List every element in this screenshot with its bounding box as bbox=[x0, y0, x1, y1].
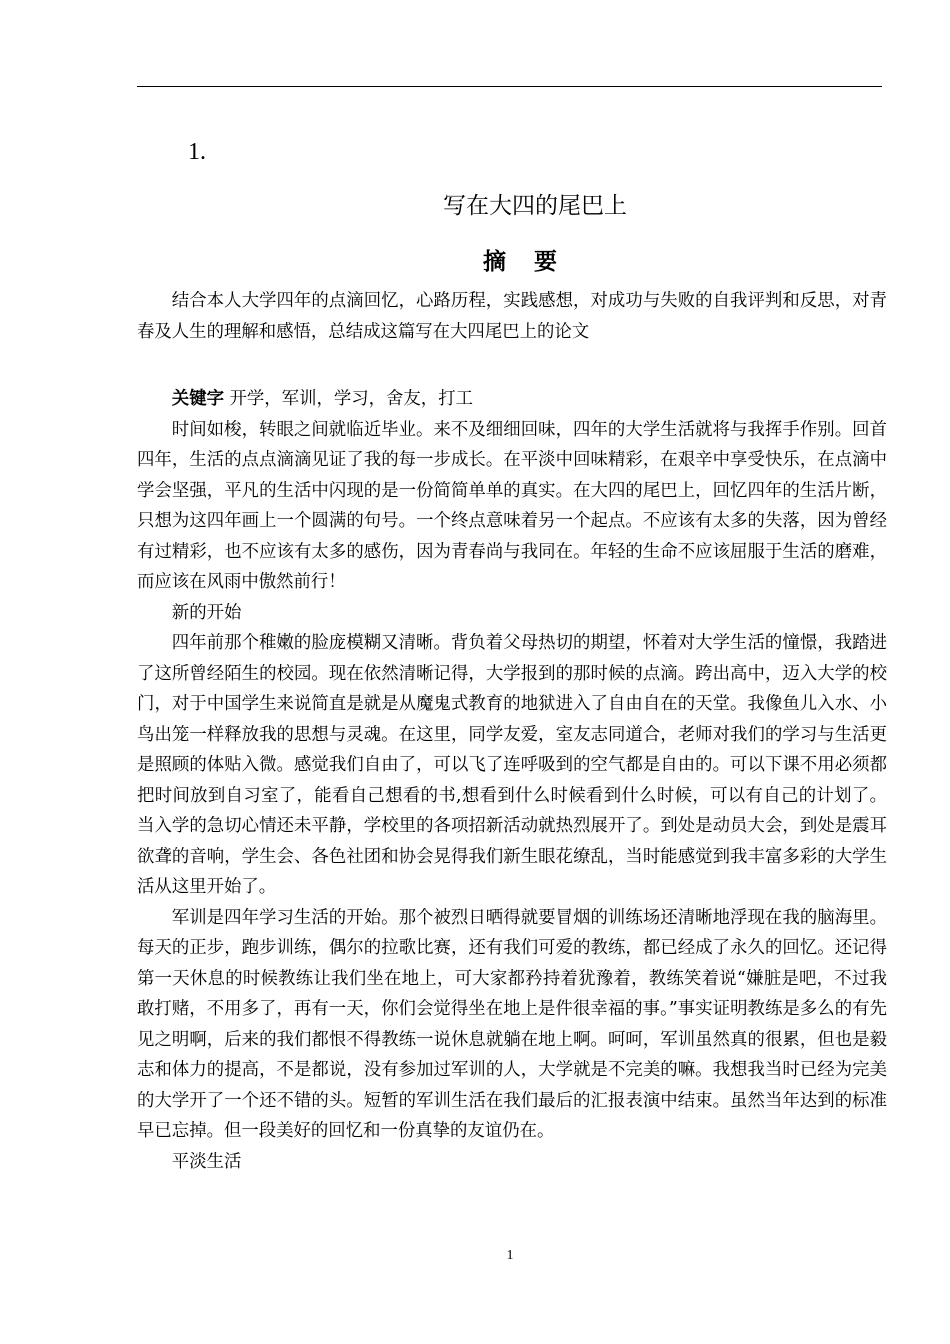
section-number: 1. bbox=[188, 139, 206, 165]
keywords-label: 关键字 bbox=[171, 389, 224, 409]
document-body bbox=[137, 286, 887, 1177]
header-rule bbox=[137, 86, 882, 87]
body-paragraph-2: 四年前那个稚嫩的脸庞模糊又清晰。背负着父母热切的期望，怀着对大学生活的憧憬，我踏进了这所曾经陌生的校园。现在依然清晰记得，大学报到的那时候的点滴。跨出高中，迈入大学的校门，对于中国学生来说简直是就是从魔鬼式教育的地狱进入了自由自在的天堂。我像鱼儿入水、小鸟出笼一样释放我的思想与灵魂。在这里，同学友爱，室友志同道合，老师对我们的学习与生活更是照顾的体贴入微。感觉我们自由了，可以飞了连呼吸到的空气都是自由的。可以下课不用必须都把时间放到自习室了，能看自己想看的书,想看到什么时候看到什么时候，可以有自己的计划了。当入学的急切心情还未平静，学校里的各项招新活动就热烈展开了。到处是动员大会，到处是震耳欲聋的音响，学生会、各色社团和协会晃得我们新生眼花缭乱，当时能感觉到我丰富多彩的大学生活从这里开始了。 bbox=[137, 633, 887, 897]
spacer bbox=[137, 347, 887, 384]
page-number: 1 bbox=[506, 1248, 514, 1263]
abstract-heading: 摘 要 bbox=[482, 248, 567, 275]
abstract-paragraph: 结合本人大学四年的点滴回忆，心路历程，实践感想，对成功与失败的自我评判和反思，对青春及人生的理解和感悟，总结成这篇写在大四尾巴上的论文 bbox=[137, 291, 887, 342]
keywords-line bbox=[137, 384, 887, 415]
body-paragraph-3: 军训是四年学习生活的开始。那个被烈日晒得就要冒烟的训练场还清晰地浮现在我的脑海里。每天的正步，跑步训练，偶尔的拉歌比赛，还有我们可爱的教练，都已经成了永久的回忆。还记得第一天休息的时候教练让我们坐在地上，可大家都矜持着犹豫着，教练笑着说“嫌脏是吧，不过我敢打赌，不用多了，再有一天，你们会觉得坐在地上是件很幸福的事。”事实证明教练是多么的有先见之明啊，后来的我们都恨不得教练一说休息就躺在地上啊。呵呵，军训虽然真的很累，但也是毅志和体力的提高，不是都说，没有参加过军训的人，大学就是不完美的嘛。我想我当时已经为完美的大学开了一个还不错的头。短暂的军训生活在我们最后的汇报表演中结束。虽然当年达到的标准早已忘掉。但一段美好的回忆和一份真挚的友谊仍在。 bbox=[137, 907, 887, 1141]
section-heading-new-start: 新的开始 bbox=[171, 602, 242, 623]
body-paragraph-1: 时间如梭，转眼之间就临近毕业。来不及细细回味，四年的大学生活就将与我挥手作别。回首四年，生活的点点滴滴见证了我的每一步成长。在平淡中回味精彩，在艰辛中享受快乐，在点滴中学会坚强，平凡的生活中闪现的是一份简简单单的真实。在大四的尾巴上，回忆四年的生活片断，只想为这四年画上一个圆满的句号。一个终点意味着另一个起点。不应该有太多的失落，因为曾经有过精彩，也不应该有太多的感伤，因为青春尚与我同在。年轻的生命不应该屈服于生活的磨难，而应该在风雨中傲然前行！ bbox=[137, 419, 887, 592]
document-title: 写在大四的尾巴上 bbox=[443, 193, 627, 219]
keywords-text: 开学，军训，学习，舍友，打工 bbox=[223, 389, 473, 409]
section-heading-plain-life: 平淡生活 bbox=[171, 1151, 242, 1172]
